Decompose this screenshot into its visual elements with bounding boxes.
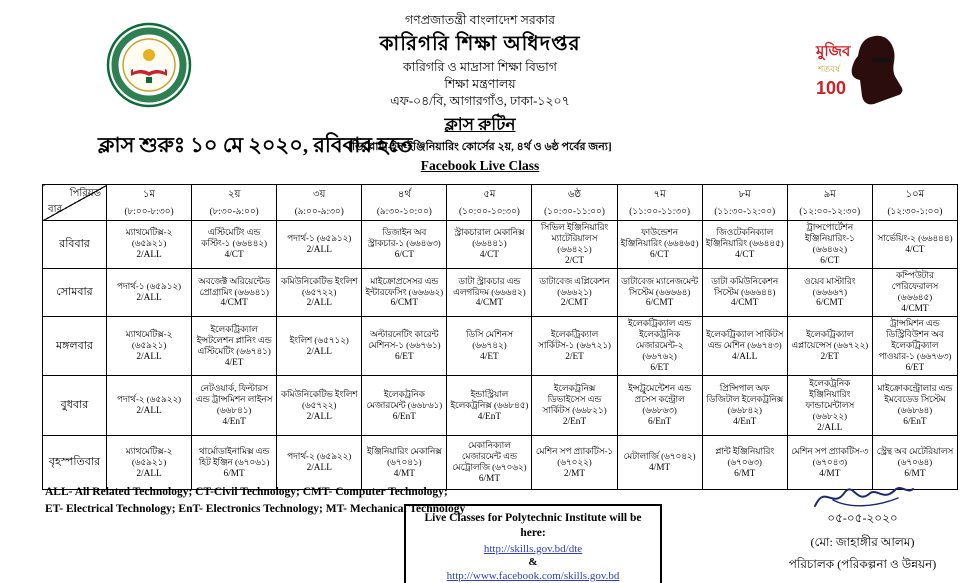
period-header xyxy=(277,185,362,221)
class-cell xyxy=(107,436,192,490)
class-cell xyxy=(787,317,872,376)
period-name: ৪র্থ xyxy=(397,188,411,200)
class-group: 2/ALL xyxy=(306,298,332,309)
division-line: কারিগরি ও মাদ্রাসা শিক্ষা বিভাগ xyxy=(403,59,557,74)
class-group: 2/MT xyxy=(563,468,586,479)
class-group: 4/MT xyxy=(393,468,415,479)
signatory-name: (মো: জাহাঙ্গীর আলম) xyxy=(810,535,915,549)
subject-name: অল্টারনেটিং কারেন্ট মেশিনস-১ (৬৬৭৬১) xyxy=(368,329,441,351)
course-scope-subtitle: [ডিপ্লোমা-ইন-ইঞ্জিনিয়ারিং কোর্সের ২য়, ৪র্থ ও ৬ষ্ঠ পর্বের জন্য] xyxy=(348,141,612,153)
day-name: সোমবার xyxy=(43,269,107,317)
subject-name: পদার্থ-১ (৬৫৯১২) xyxy=(287,232,352,243)
class-cell xyxy=(277,376,362,436)
period-name: ৫ম xyxy=(483,188,496,200)
period-name: ১০ম xyxy=(905,188,925,200)
letterhead xyxy=(0,12,960,110)
subject-name: ইলেকট্রিক্যাল এন্ড ইলেকট্রনিক মেজারমেন্ট-২ (৬৬৭৬২) xyxy=(627,318,692,362)
period-header xyxy=(192,185,277,221)
table-row xyxy=(43,317,958,376)
signature-block xyxy=(775,480,950,576)
class-cell xyxy=(447,317,532,376)
class-cell xyxy=(787,269,872,317)
class-cell xyxy=(617,317,702,376)
period-time: (১১:৩০-১২:০০) xyxy=(714,205,776,216)
class-cell xyxy=(107,376,192,436)
period-time: (৮:৩০-৯:০০) xyxy=(209,205,259,216)
period-time: (৯:৩০-১০:০০) xyxy=(376,205,432,216)
table-row xyxy=(43,376,958,436)
class-cell xyxy=(872,317,957,376)
class-group: 2/ALL xyxy=(306,346,332,357)
period-header xyxy=(447,185,532,221)
subject-name: ইলেকট্রিক্যাল সার্কিটস-১ (৬৬৭২১) xyxy=(538,329,611,351)
class-cell xyxy=(192,436,277,490)
class-group: 4/CT xyxy=(479,250,499,261)
class-cell xyxy=(277,221,362,269)
subject-name: ডিজাইন অব স্ট্রাকচার-১ (৬৬৪৬৩) xyxy=(367,227,441,249)
subject-name: এস্টিমেটিং এন্ড কস্টিং-১ (৬৬৪৪২) xyxy=(201,227,267,249)
period-header xyxy=(362,185,447,221)
period-name: ৩য় xyxy=(313,188,326,200)
subject-name: ডিসি মেশিনস (৬৬৭৪২) xyxy=(466,329,513,351)
period-header xyxy=(872,185,957,221)
class-group: 4/ET xyxy=(224,357,244,368)
subject-name: ইংলিশ (৬৫৭১২) xyxy=(289,334,349,345)
subject-name: ডাটাবেজ এপ্লিকেশন (৬৬৬২১) xyxy=(539,275,610,297)
class-group: 2/CMT xyxy=(560,298,589,309)
class-cell xyxy=(362,221,447,269)
class-cell xyxy=(447,376,532,436)
subject-name: স্ট্রাকচারাল মেকানিক্স (৬৬৪৪১) xyxy=(454,227,525,249)
class-group: 2/ET xyxy=(565,352,584,363)
class-cell xyxy=(702,269,787,317)
signature-date: ০৫-০৫-২০২০ xyxy=(827,511,898,525)
period-time: (৮:০০-৮:৩০) xyxy=(124,205,174,216)
class-cell xyxy=(362,376,447,436)
legend-line-2: ET- Electrical Technology; EnT- Electronics Technology; MT- Mechanical Technology xyxy=(45,502,466,515)
period-name: ২য় xyxy=(227,188,241,200)
class-cell xyxy=(617,436,702,490)
class-cell xyxy=(787,376,872,436)
class-group: 6/ET xyxy=(395,352,414,363)
period-time: (১২:৩০-১:০০) xyxy=(887,205,943,216)
subject-name: সিভিল ইঞ্জিনিয়ারিং ম্যাটেরিয়ালস (৬৬৪২১) xyxy=(540,222,609,254)
directorate-name: কারিগরি শিক্ষা অধিদপ্তর xyxy=(379,32,581,55)
class-cell xyxy=(192,221,277,269)
subject-name: ম্যাথমেটিক্স-২ (৬৫৯২১) xyxy=(125,227,173,249)
period-header xyxy=(107,185,192,221)
period-name: ১ম xyxy=(143,188,156,200)
class-group: 2/CT xyxy=(564,255,585,266)
table-row xyxy=(43,221,958,269)
ampersand: & xyxy=(528,555,538,568)
period-name: ৯ম xyxy=(823,188,836,200)
table-row xyxy=(43,269,958,317)
class-cell xyxy=(702,376,787,436)
subject-name: মেকানিক্যাল মেজারমেন্ট এন্ড মেট্রোলজি (৬৭০৬২) xyxy=(452,440,527,473)
subject-name: কমিউনিকেটিভ ইংলিশ (৬৫৭২২) xyxy=(280,275,358,297)
class-group: 6/CT xyxy=(820,255,840,266)
class-cell xyxy=(532,221,617,269)
class-cell xyxy=(192,376,277,436)
class-group: 4/MT xyxy=(819,468,841,479)
period-time: (১০:৩০-১১:০০) xyxy=(544,205,605,216)
corner-period-label: পিরিয়ড xyxy=(69,188,101,199)
subject-name: ওয়েব মাস্টারিং (৬৬৬৬৭) xyxy=(804,275,856,297)
class-cell xyxy=(532,436,617,490)
period-header-row xyxy=(43,185,958,221)
class-cell xyxy=(617,221,702,269)
class-cell xyxy=(277,436,362,490)
class-group: 6/CT xyxy=(394,250,414,261)
class-group: 6/CMT xyxy=(390,298,419,309)
class-group: 2/ALL xyxy=(136,468,162,479)
subject-name: কম্পিউটার পেরিফেরালস (৬৬৬৪৫) xyxy=(891,270,939,302)
legend-line-1: ALL- All Related Technology; CT-Civil Technology; CMT- Computer Technology; xyxy=(45,486,448,498)
class-group: 6/MT xyxy=(734,468,756,479)
subject-name: ম্যাথমেটিক্স-২ (৬৫৯২১) xyxy=(125,445,173,467)
subject-name: মেটালার্জি (৬৭০৪২) xyxy=(623,451,696,462)
period-header xyxy=(617,185,702,221)
class-group: 4/EnT xyxy=(222,417,246,428)
class-group: 4/CT xyxy=(905,244,925,255)
class-group: 4/CMT xyxy=(220,298,248,309)
class-cell xyxy=(447,436,532,490)
class-cell xyxy=(532,376,617,436)
class-cell xyxy=(617,269,702,317)
class-cell xyxy=(872,221,957,269)
class-cell xyxy=(447,269,532,317)
subject-name: কমিউনিকেটিভ ইংলিশ (৬৫৭২২) xyxy=(280,388,358,410)
subject-name: মাইক্রোপ্রসেসর এন্ড ইন্টারফেসিং (৬৬৬৬২) xyxy=(365,275,444,297)
class-cell xyxy=(702,317,787,376)
subject-name: ইলেকট্রনিক্স ডিভাইসেস এন্ড সার্কিটস (৬৬৮২১) xyxy=(542,383,607,416)
class-group: 2/ALL xyxy=(136,250,162,261)
class-group: 2/ALL xyxy=(136,406,162,417)
subject-name: নেটওয়ার্ক, ফিল্টারস এন্ড ট্রান্সমিশন লাইনস (৬৬৮৪১) xyxy=(195,383,273,416)
class-cell xyxy=(107,221,192,269)
subject-name: ইঞ্জিনিয়ারিং মেকানিক্স (৬৭০৪১) xyxy=(366,445,442,467)
class-group: 6/MT xyxy=(478,474,501,485)
class-group: 6/ET xyxy=(905,363,925,373)
subject-name: থার্মোডাইনামিক্স এন্ড হিট ইঞ্জিন (৬৭০৬১) xyxy=(198,445,270,467)
class-group: 4/CT xyxy=(224,250,244,261)
corner-cell xyxy=(43,185,107,221)
subject-name: ইন্ডাস্ট্রিয়াল ইলেকট্রনিক্স (৬৬৮৪৫) xyxy=(450,388,529,410)
class-group: 4/CMT xyxy=(475,298,504,309)
signature-icon xyxy=(803,480,923,514)
ministry-line: শিক্ষা মন্ত্রণালয় xyxy=(444,76,516,91)
class-group: 4/CMT xyxy=(901,303,929,314)
class-cell xyxy=(362,317,447,376)
class-group: 4/CT xyxy=(735,250,755,261)
subject-name: ইন্সট্রুমেন্টেশন এন্ড প্রসেস কন্ট্রোল (৬৬৮৬৩) xyxy=(628,383,692,416)
facebook-skills-link[interactable]: http://www.facebook.com/skills.gov.bd xyxy=(446,569,620,582)
class-group: 6/EnT xyxy=(392,411,416,422)
class-group: 4/CMT xyxy=(731,298,759,309)
period-time: (১২:০০-১২:৩০) xyxy=(799,205,861,216)
subject-name: প্রিন্সিপাল অফ ডিজিটাল ইলেকট্রনিক্স (৬৬৮৪২) xyxy=(706,383,784,416)
subject-name: মেশিন সপ প্র্যাকটিস-৩ (৬৭০৪৩) xyxy=(791,445,869,467)
period-header xyxy=(702,185,787,221)
class-group: 2/ALL xyxy=(306,411,332,422)
subject-name: ইলেকট্রিক্যাল ইন্সটলেশন প্লানিং এন্ড এস্টিমেটিং (৬৬৭৪১) xyxy=(196,323,272,356)
subject-name: ইলেকট্রনিক ইঞ্জিনিয়ারিং ফান্ডামেন্টালস (৬৬৮২২) xyxy=(805,377,855,421)
class-cell xyxy=(532,269,617,317)
page-title: ক্লাস রুটিন xyxy=(444,115,516,134)
subject-name: ট্রান্সপোর্টেশন ইঞ্জিনিয়ারিং-১ (৬৬৪৬২) xyxy=(804,222,855,254)
class-group: 4/MT xyxy=(649,463,671,474)
period-time: (৯:০০-৯:৩০) xyxy=(294,205,344,216)
subject-name: সার্ভেয়িং-২ (৬৬৪৪৪) xyxy=(877,232,953,243)
class-group: 2/ALL xyxy=(817,422,843,433)
subject-name: ম্যাথমেটিক্স-২ (৬৫৯২১) xyxy=(125,329,173,351)
signatory-title: পরিচালক (পরিকল্পনা ও উন্নয়ন) xyxy=(788,557,937,571)
class-group: 4/EnT xyxy=(733,417,757,428)
class-group: 2/EnT xyxy=(562,417,587,428)
period-name: ৬ষ্ঠ xyxy=(568,188,582,200)
class-start-date: ক্লাস শুরুঃ ১০ মে ২০২০, রবিবার হতে xyxy=(98,133,413,157)
class-group: 6/CMT xyxy=(816,298,844,309)
subject-name: ইলেকট্রিক্যাল এপ্লায়েন্সেস (৬৬৭২২) xyxy=(791,329,869,351)
subject-name: ডাটা কমিউনিকেশন সিস্টেম (৬৬৬৪৪) xyxy=(711,275,779,297)
subject-name: অবজেক্ট অরিয়েন্টেড প্রোগ্রামিং (৬৬৬৪১) xyxy=(198,275,271,297)
subject-name: ডাটা স্ট্রাকচার এন্ড এলগরিদম (৬৬৬৪২) xyxy=(453,275,526,297)
period-time: (১১:০০-১১:৩০) xyxy=(629,205,690,216)
class-group: 6/ET xyxy=(650,363,669,373)
class-group: 6/CT xyxy=(650,250,670,261)
class-group: 2/ALL xyxy=(136,293,162,303)
period-time: (১০:০০-১০:৩০) xyxy=(459,205,520,216)
class-group: 2/ALL xyxy=(136,352,162,363)
class-cell xyxy=(107,269,192,317)
live-box-heading: Live Classes for Polytechnic Institute will be here: xyxy=(424,512,642,539)
day-name: মঙ্গলবার xyxy=(43,317,107,376)
class-group: 6/MT xyxy=(223,468,245,479)
subject-name: পদার্থ-২ (৬৫৯২২) xyxy=(116,394,182,405)
skills-gov-link[interactable]: http://skills.gov.bd/dte xyxy=(483,542,583,555)
day-name: বৃহস্পতিবার xyxy=(43,436,107,490)
class-cell xyxy=(702,221,787,269)
class-cell xyxy=(787,221,872,269)
live-class-links-box xyxy=(404,504,662,583)
class-cell xyxy=(447,221,532,269)
class-group: 4/EnT xyxy=(477,411,502,422)
subject-name: পদার্থ-২ (৬৫৯২২) xyxy=(287,451,352,462)
class-cell xyxy=(872,269,957,317)
period-header xyxy=(787,185,872,221)
subject-name: ডাটাবেজ ম্যানেজমেন্ট সিস্টেম (৬৬৬৬৪) xyxy=(621,275,699,297)
subject-name: ইলেকট্রিক্যাল সার্কিটস এন্ড মেশিন (৬৬৭৪৩) xyxy=(706,329,784,351)
routine-table-wrap xyxy=(42,184,958,490)
class-group: 6/MT xyxy=(904,468,926,479)
class-cell xyxy=(617,376,702,436)
class-cell xyxy=(532,317,617,376)
class-cell xyxy=(362,269,447,317)
technology-legend xyxy=(45,484,465,517)
subject-name: ট্রান্সমিশন এন্ড ডিস্ট্রিবিউশন অব ইলেকট্রিক্যাল পাওয়ার-১ (৬৬৭৬৩) xyxy=(878,318,952,362)
period-name: ৮ম xyxy=(738,188,751,200)
class-cell xyxy=(277,269,362,317)
svg-text:মুজিব: মুজিব xyxy=(816,44,851,60)
day-name: বুধবার xyxy=(43,376,107,436)
class-cell xyxy=(277,317,362,376)
subject-name: জিওটেকনিক্যাল ইঞ্জিনিয়ারিং (৬৬৪৪৫) xyxy=(705,227,784,249)
corner-day-label: বার xyxy=(48,204,62,215)
class-group: 6/EnT xyxy=(647,417,672,428)
class-group: 6/EnT xyxy=(903,417,927,428)
class-cell xyxy=(192,269,277,317)
subject-name: ফাউন্ডেশন ইঞ্জিনিয়ারিং (৬৬৪৬৫) xyxy=(620,227,699,249)
class-group: 2/ALL xyxy=(306,463,332,474)
period-name: ৭ম xyxy=(653,188,666,200)
address-line: এফ-০৪/বি, আগারগাঁও, ঢাকা-১২০৭ xyxy=(390,93,570,108)
class-group: 4/ALL xyxy=(732,352,758,363)
svg-text:100: 100 xyxy=(816,78,847,98)
class-group: 2/ET xyxy=(820,352,840,363)
subject-name: ইলেকট্রনিক মেজারমেন্ট (৬৬৮৬১) xyxy=(366,388,443,410)
period-header xyxy=(532,185,617,221)
routine-table xyxy=(42,184,958,490)
subject-name: মেশিন সপ প্র্যাকটিস-১ (৬৭০২২) xyxy=(535,445,614,467)
subject-name: প্লান্ট ইঞ্জিনিয়ারিং (৬৭০৬৩) xyxy=(715,445,775,467)
subject-name: পদার্থ-১ (৬৫৯১২) xyxy=(116,281,182,292)
subject-name: স্ট্রেন্থ অব মেটেরিয়ালস (৬৭০৬৪) xyxy=(876,445,954,467)
subject-name: মাইক্রোকন্ট্রোলার এন্ড ইমবেডেড সিস্টেম (৬৬৮৬৪) xyxy=(877,383,953,416)
government-line: গণপ্রজাতন্ত্রী বাংলাদেশ সরকার xyxy=(404,13,556,27)
class-group: 6/CMT xyxy=(645,298,674,309)
class-cell xyxy=(872,376,957,436)
class-cell xyxy=(192,317,277,376)
class-group: 4/ET xyxy=(480,352,499,363)
class-group: 2/ALL xyxy=(306,244,332,255)
facebook-live-label: Facebook Live Class xyxy=(420,158,540,173)
class-cell xyxy=(362,436,447,490)
day-name: রবিবার xyxy=(43,221,107,269)
svg-text:শতবর্ষ: শতবর্ষ xyxy=(818,64,841,74)
class-cell xyxy=(107,317,192,376)
